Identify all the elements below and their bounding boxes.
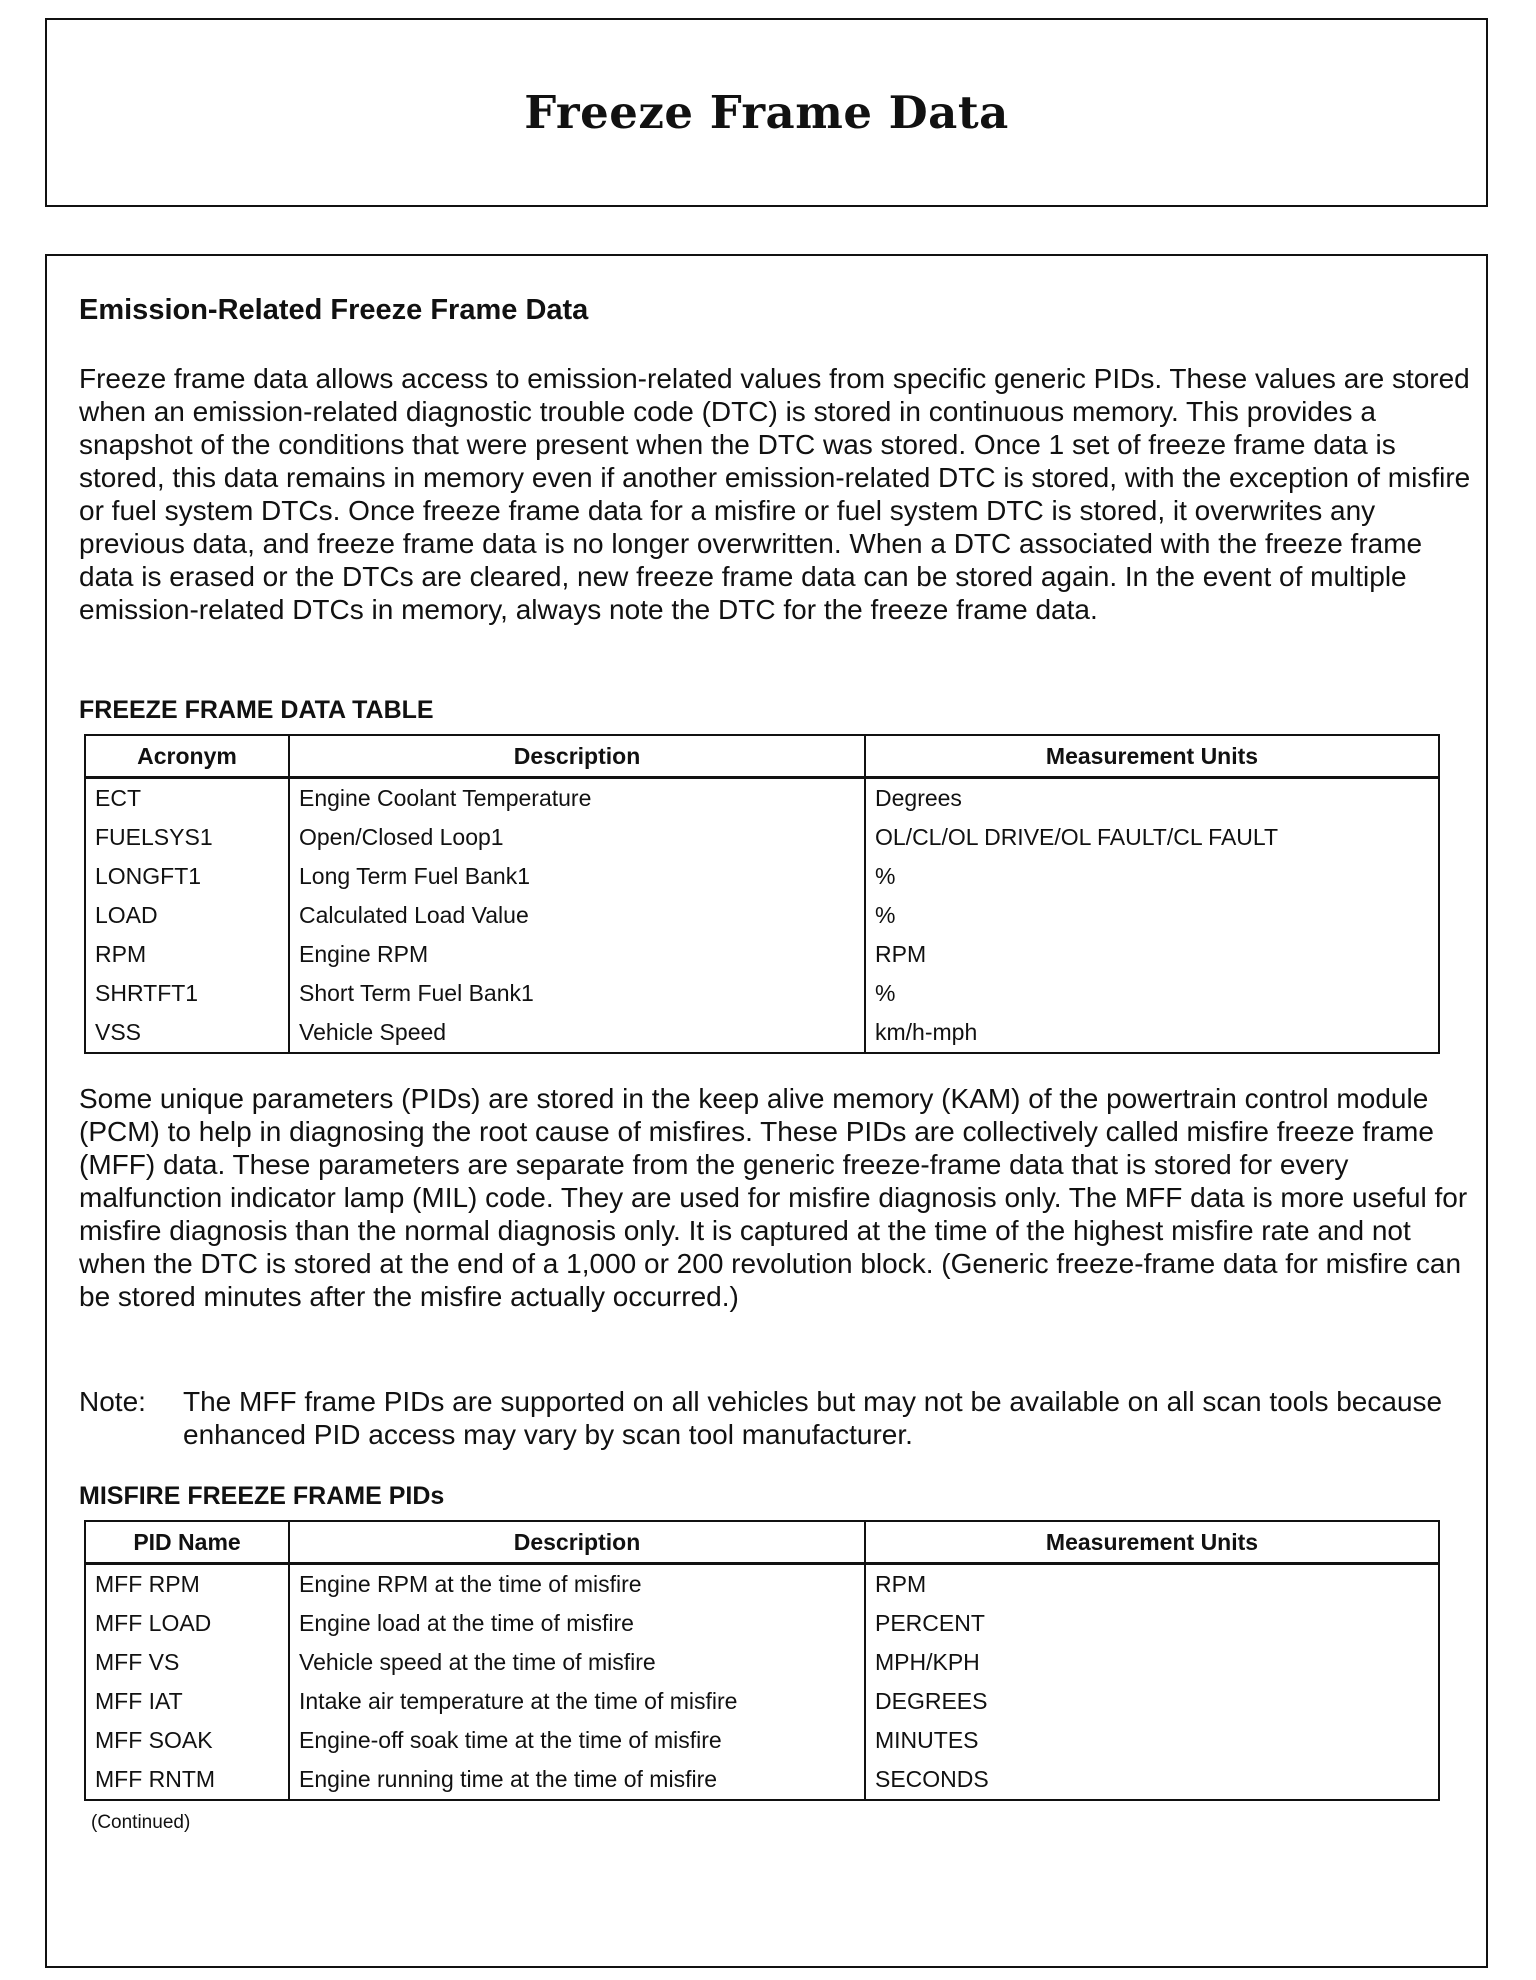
table-cell: SHRTFT1: [85, 974, 289, 1013]
mff-paragraph: Some unique parameters (PIDs) are stored in the keep alive memory (KAM) of the powertrain control module (PCM) to help in diagnosing the root cause of misfires. These PIDs are collectively called misfire freeze frame (MFF) data. These parameters are separate from the generic freeze-frame data that is stored for every malfunction indicator lamp (MIL) code. They are used for misfire diagnosis only. The MFF data is more useful for misfire diagnosis than the normal diagnosis only. It is captured at the time of the highest misfire rate and not when the DTC is stored at the end of a 1,000 or 200 revolution block. (Generic freeze-frame data for misfire can be stored minutes after the misfire actually occurred.): [79, 1083, 1468, 1312]
table-cell: Vehicle speed at the time of misfire: [289, 1643, 865, 1682]
table-row: [85, 1604, 1439, 1643]
table-row: [85, 896, 1439, 935]
table-row: [85, 935, 1439, 974]
table-cell: Engine RPM: [289, 935, 865, 974]
table-cell: Intake air temperature at the time of misfire: [289, 1682, 865, 1721]
table-cell: Vehicle Speed: [289, 1013, 865, 1053]
table-cell: %: [865, 857, 1439, 896]
misfire-freeze-frame-table: [84, 1520, 1440, 1801]
table-cell: VSS: [85, 1013, 289, 1053]
table-row: [85, 1760, 1439, 1800]
table-cell: MFF RNTM: [85, 1760, 289, 1800]
table-cell: PERCENT: [865, 1604, 1439, 1643]
table-cell: RPM: [865, 1564, 1439, 1605]
table-cell: Engine RPM at the time of misfire: [289, 1564, 865, 1605]
table-row: [85, 1013, 1439, 1053]
table-row: [85, 974, 1439, 1013]
table-row: [85, 1564, 1439, 1605]
intro-paragraph: Freeze frame data allows access to emission-related values from specific generic PIDs. These values are stored when an emission-related diagnostic trouble code (DTC) is stored in continuous memory. This provides a snapshot of the conditions that were present when the DTC was stored. Once 1 set of freeze frame data is stored, this data remains in memory even if another emission-related DTC is stored, with the exception of misfire or fuel system DTCs. Once freeze frame data for a misfire or fuel system DTC is stored, it overwrites any previous data, and freeze frame data is no longer overwritten. When a DTC associated with the freeze frame data is erased or the DTCs are cleared, new freeze frame data can be stored again. In the event of multiple emission-related DTCs in memory, always note the DTC for the freeze frame data.: [79, 363, 1471, 625]
table-cell: km/h-mph: [865, 1013, 1439, 1053]
table-cell: Open/Closed Loop1: [289, 818, 865, 857]
table-cell: MPH/KPH: [865, 1643, 1439, 1682]
table-row: [85, 778, 1439, 819]
table-cell: MFF RPM: [85, 1564, 289, 1605]
table-cell: MFF IAT: [85, 1682, 289, 1721]
table-cell: Engine load at the time of misfire: [289, 1604, 865, 1643]
column-header: Measurement Units: [865, 1521, 1439, 1564]
table-cell: Engine running time at the time of misfire: [289, 1760, 865, 1800]
freeze-frame-table-title: FREEZE FRAME DATA TABLE: [79, 696, 434, 724]
table-cell: OL/CL/OL DRIVE/OL FAULT/CL FAULT: [865, 818, 1439, 857]
table-cell: LOAD: [85, 896, 289, 935]
table-cell: RPM: [85, 935, 289, 974]
title-box: [45, 18, 1488, 207]
table-header-row: [85, 1521, 1439, 1564]
table-cell: MINUTES: [865, 1721, 1439, 1760]
section-heading: Emission-Related Freeze Frame Data: [79, 294, 589, 326]
table-cell: MFF VS: [85, 1643, 289, 1682]
table-cell: SECONDS: [865, 1760, 1439, 1800]
table-cell: Long Term Fuel Bank1: [289, 857, 865, 896]
page-title: Freeze Frame Data: [524, 86, 1009, 139]
table-cell: Engine-off soak time at the time of misfire: [289, 1721, 865, 1760]
content-box: [45, 254, 1488, 1968]
column-header: Description: [289, 735, 865, 778]
table-cell: %: [865, 896, 1439, 935]
table-row: [85, 818, 1439, 857]
note-label: Note:: [79, 1386, 146, 1417]
column-header: Acronym: [85, 735, 289, 778]
column-header: PID Name: [85, 1521, 289, 1564]
table-cell: LONGFT1: [85, 857, 289, 896]
table-cell: ECT: [85, 778, 289, 819]
continued-label: (Continued): [91, 1812, 191, 1833]
table-cell: MFF SOAK: [85, 1721, 289, 1760]
table-cell: DEGREES: [865, 1682, 1439, 1721]
table-cell: Engine Coolant Temperature: [289, 778, 865, 819]
table-cell: Calculated Load Value: [289, 896, 865, 935]
table-row: [85, 1682, 1439, 1721]
table-cell: RPM: [865, 935, 1439, 974]
table-header-row: [85, 735, 1439, 778]
table-row: [85, 1721, 1439, 1760]
table-cell: MFF LOAD: [85, 1604, 289, 1643]
misfire-table-title: MISFIRE FREEZE FRAME PIDs: [79, 1482, 445, 1510]
column-header: Description: [289, 1521, 865, 1564]
note-text: The MFF frame PIDs are supported on all vehicles but may not be available on all scan tools because enhanced PID access may vary by scan tool manufacturer.: [183, 1386, 1443, 1450]
table-row: [85, 1643, 1439, 1682]
table-row: [85, 857, 1439, 896]
table-cell: Degrees: [865, 778, 1439, 819]
table-cell: %: [865, 974, 1439, 1013]
table-cell: FUELSYS1: [85, 818, 289, 857]
table-cell: Short Term Fuel Bank1: [289, 974, 865, 1013]
column-header: Measurement Units: [865, 735, 1439, 778]
freeze-frame-data-table: [84, 734, 1440, 1054]
